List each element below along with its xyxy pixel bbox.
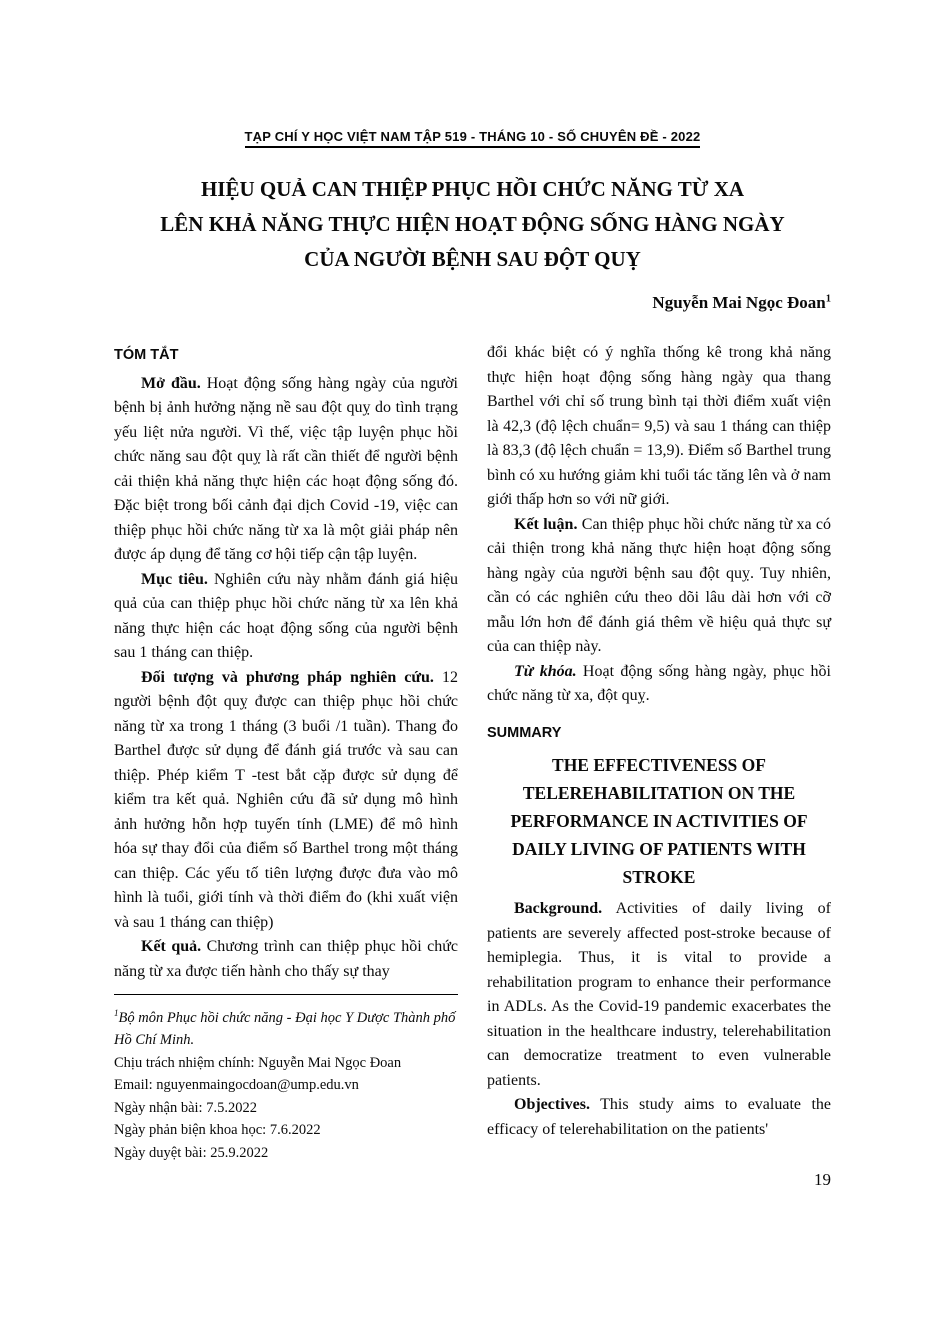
paragraph-label: Objectives. <box>514 1096 590 1113</box>
summary-heading: SUMMARY <box>487 724 562 741</box>
conclusion-paragraph <box>487 513 831 660</box>
footnote-affiliation-marker: 1 <box>114 1008 119 1018</box>
summary-paragraph-background <box>487 897 831 1093</box>
article-title-line-1: HIỆU QUẢ CAN THIỆP PHỤC HỒI CHỨC NĂNG TỪ XA <box>200 177 745 201</box>
paragraph-text: Hoạt động sống hàng ngày của người bệnh bị ảnh hưởng nặng nề sau đột quỵ do tình trạng yếu liệt nửa người. Vì thế, việc tập luyện phục hồi chức năng sau đột quỵ là rất cần thiết để người bệnh cải thiện khả năng thực hiện các hoạt động sống đó. Đặc biệt trong bối cảnh đại dịch Covid -19, việc can thiệp phục hồi chức năng từ xa là một giải pháp nên được áp dụng để tăng cơ hội tiếp cận tập luyện. <box>114 374 458 563</box>
left-column <box>114 341 458 1164</box>
article-title <box>114 172 831 277</box>
results-continuation-paragraph: đổi khác biệt có ý nghĩa thống kê trong khả năng thực hiện hoạt động sống hàng ngày qua thang Barthel với chỉ số trung bình tại thời điểm xuất viện là 42,3 (độ lệch chuẩn= 9,5) và sau 1 tháng can thiệp là 83,3 (độ lệch chuẩn = 13,9). Điểm số Barthel trung bình có xu hướng giảm khi tuổi tác tăng lên và ở nam giới thấp hơn so với nữ giới. <box>487 344 831 508</box>
journal-header-text: TẠP CHÍ Y HỌC VIỆT NAM TẬP 519 - THÁNG 10 - SỐ CHUYÊN ĐỀ - 2022 <box>245 129 701 148</box>
abstract-paragraph-methods <box>114 666 458 936</box>
footnote-responsible: Chịu trách nhiệm chính: Nguyễn Mai Ngọc Đoan <box>114 1054 402 1071</box>
page-content <box>114 0 831 1164</box>
article-title-line-3: CỦA NGƯỜI BỆNH SAU ĐỘT QUỴ <box>304 247 641 271</box>
footnote-affiliation <box>114 1002 458 1052</box>
keywords-text: Hoạt động sống hàng ngày, phục hồi chức năng từ xa, đột quỵ. <box>487 662 831 704</box>
page-number: 19 <box>814 1170 831 1189</box>
paragraph-label: Kết quả. <box>141 938 202 955</box>
abstract-heading: TÓM TẮT <box>114 347 179 363</box>
keywords-paragraph <box>487 660 831 709</box>
paragraph-label: Mở đầu. <box>141 374 201 392</box>
paragraph-text: This study aims to evaluate the efficacy of telerehabilitation on the patients' <box>487 1096 831 1138</box>
paragraph-text: Activities of daily living of patients are severely affected post-stroke because of hemiplegia. Thus, it is vital to provide a rehabilitation program to enhance their performance in ADLs. As the Covid-19 pandemic exacerbates the situation in the healthcare industry, telerehabilitation can democratize treatment to even vulnerable patients. <box>487 900 831 1089</box>
english-title: THE EFFECTIVENESS OF TELEREHABILITATION ON THE PERFORMANCE IN ACTIVITIES OF DAILY LIVING OF PATIENTS WITH STROKE <box>510 755 808 887</box>
footnote-date-reviewed: Ngày phản biện khoa học: 7.6.2022 <box>114 1122 321 1139</box>
footnote-email: Email: nguyenmaingocdoan@ump.edu.vn <box>114 1077 359 1094</box>
footnote-affiliation-text: Bộ môn Phục hồi chức năng - Đại học Y Dược Thành phố Hồ Chí Minh. <box>114 1009 456 1049</box>
abstract-paragraph-intro <box>114 372 458 568</box>
paragraph-text: Can thiệp phục hồi chức năng từ xa có cải thiện trong khả năng thực hiện hoạt động sống hàng ngày của người bệnh sau đột quỵ. Tuy nhiên, cần có các nghiên cứu theo dõi lâu dài hơn với cỡ mẫu lớn hơn để đánh giá thêm về hiệu quả thực sự của can thiệp này. <box>487 515 832 655</box>
paragraph-label: Mục tiêu. <box>141 570 208 588</box>
abstract-paragraph-results <box>114 935 458 984</box>
keywords-label: Từ khóa. <box>514 662 577 680</box>
footnote-date-accepted: Ngày duyệt bài: 25.9.2022 <box>114 1144 269 1161</box>
abstract-paragraph-objective <box>114 568 458 666</box>
author-line <box>114 293 831 313</box>
right-column <box>487 341 831 1164</box>
paragraph-text: Chương trình can thiệp phục hồi chức năng từ xa được tiến hành cho thấy sự thay <box>114 938 459 980</box>
footnote-block <box>114 994 458 1164</box>
paragraph-label: Background. <box>514 900 603 917</box>
summary-paragraph-objectives <box>487 1093 831 1142</box>
author-affiliation-marker: 1 <box>825 293 831 305</box>
two-column-body <box>114 341 831 1164</box>
paragraph-label: Kết luận. <box>514 515 578 533</box>
paragraph-text: Nghiên cứu này nhằm đánh giá hiệu quả của can thiệp phục hồi chức năng từ xa lên khả năng thực hiện các hoạt động sống của người bệnh sau 1 tháng can thiệp. <box>114 570 459 661</box>
article-title-line-2: LÊN KHẢ NĂNG THỰC HIỆN HOẠT ĐỘNG SỐNG HÀNG NGÀY <box>160 212 785 236</box>
footnote-date-received: Ngày nhận bài: 7.5.2022 <box>114 1099 257 1116</box>
paragraph-text: 12 người bệnh đột quỵ được can thiệp phục hồi chức năng từ xa trong 1 tháng (3 buổi /1 tuần). Thang đo Barthel được sử dụng để đánh giá trước và sau can thiệp. Phép kiểm T -test bắt cặp được sử dụng để kiểm tra kết quả. Nghiên cứu đã sử dụng mô hình ảnh hưởng hỗn hợp tuyến tính (LME) để mô hình hóa sự thay đổi của điểm số Barthel trong một tháng can thiệp. Các yếu tố tiên lượng được đưa vào mô hình là tuổi, giới tính và thời điểm đo (khi xuất viện và sau 1 tháng can thiệp) <box>114 668 458 931</box>
paragraph-label: Đối tượng và phương pháp nghiên cứu. <box>141 668 434 686</box>
author-name: Nguyễn Mai Ngọc Đoan <box>652 293 826 312</box>
journal-header <box>114 128 831 148</box>
